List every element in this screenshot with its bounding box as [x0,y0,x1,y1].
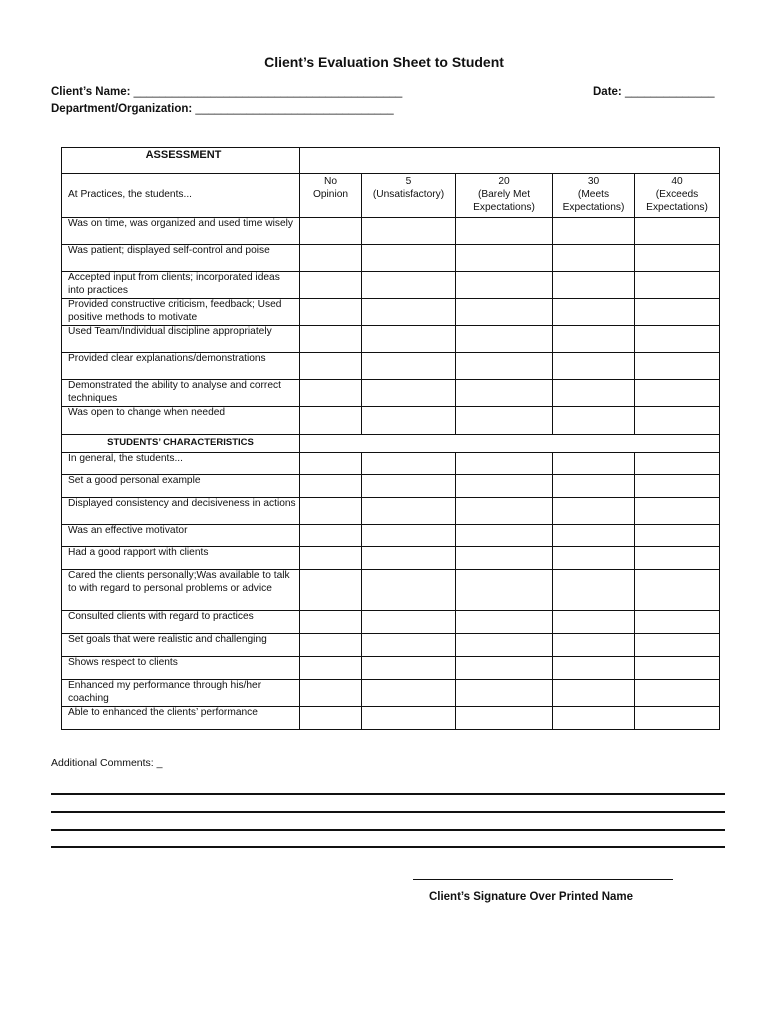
rating-column-header [300,174,362,218]
table-row [62,498,720,525]
rating-cell[interactable] [300,353,362,380]
rating-cell[interactable] [300,475,362,498]
rating-cell[interactable] [362,707,456,730]
rating-cell[interactable] [362,299,456,326]
rating-cell[interactable] [456,218,553,245]
rating-cell[interactable] [300,707,362,730]
table-row [62,657,720,680]
client-name-blank[interactable]: __________________________________________ [133,86,403,98]
characteristic-item-label: Shows respect to clients [62,657,300,680]
date-field[interactable] [593,86,715,98]
rating-cell[interactable] [635,634,720,657]
assessment-heading-blank [300,148,720,174]
rating-cell[interactable] [553,218,635,245]
page-title: Client’s Evaluation Sheet to Student [264,54,504,70]
rating-cell[interactable] [300,657,362,680]
rating-cell[interactable] [635,407,720,435]
table-row [62,475,720,498]
department-blank[interactable]: _______________________________ [195,103,394,115]
rating-cell[interactable] [456,547,553,570]
characteristic-item-label: Displayed consistency and decisiveness in actions [62,498,300,525]
rating-cell[interactable] [635,547,720,570]
characteristics-heading: STUDENTS’ CHARACTERISTICS [62,435,300,453]
rating-cell[interactable] [362,657,456,680]
assessment-heading: ASSESSMENT [62,148,300,174]
rating-cell[interactable] [362,475,456,498]
rating-cell[interactable] [300,326,362,353]
rating-cell[interactable] [362,453,456,475]
rating-column-header [635,174,720,218]
table-row [62,353,720,380]
rating-cell[interactable] [635,525,720,547]
characteristic-item-label: Cared the clients personally;Was available to talk to with regard to personal problems or advice [62,570,300,611]
rating-cell[interactable] [635,218,720,245]
rating-cell[interactable] [635,680,720,707]
table-row [62,245,720,272]
table-row [62,453,720,475]
rating-cell[interactable] [300,611,362,634]
rating-column-text: Expectations) [562,201,625,213]
rating-column-text [300,202,361,215]
table-row [62,272,720,299]
signature-line[interactable] [413,879,673,880]
rating-cell[interactable] [553,453,635,475]
rating-cell[interactable] [300,453,362,475]
practice-item-label: Was on time, was organized and used time wisely [62,218,300,245]
rating-cell[interactable] [456,570,553,611]
rating-cell[interactable] [635,453,720,475]
table-row [62,634,720,657]
table-row [62,570,720,611]
rating-cell[interactable] [456,272,553,299]
rating-cell[interactable] [300,570,362,611]
rating-column-header [553,174,635,218]
rating-cell[interactable] [635,272,720,299]
practices-intro: At Practices, the students... [62,174,300,218]
client-name-label: Client’s Name: [51,86,131,98]
date-label: Date: [593,86,622,98]
rating-cell[interactable] [456,299,553,326]
rating-cell[interactable] [456,634,553,657]
practice-item-label: Used Team/Individual discipline appropriately [62,326,300,353]
rating-cell[interactable] [635,611,720,634]
table-row [62,218,720,245]
rating-cell[interactable] [362,680,456,707]
characteristic-item-label: Set a good personal example [62,475,300,498]
rating-cell[interactable] [362,498,456,525]
rating-cell[interactable] [362,525,456,547]
rating-cell[interactable] [635,707,720,730]
rating-cell[interactable] [362,634,456,657]
rating-cell[interactable] [362,547,456,570]
characteristic-item-label: Consulted clients with regard to practices [62,611,300,634]
rating-column-text: 5 [405,176,412,188]
characteristics-section-row [62,435,720,453]
rating-cell[interactable] [300,218,362,245]
rating-cell[interactable] [300,299,362,326]
rating-cell[interactable] [553,498,635,525]
rating-column-text: 20 [498,176,510,188]
rating-cell[interactable] [635,326,720,353]
rating-cell[interactable] [362,611,456,634]
rating-cell[interactable] [456,611,553,634]
department-field[interactable] [51,103,394,115]
practice-item-label: Was patient; displayed self-control and poise [62,245,300,272]
table-row [62,611,720,634]
rating-cell[interactable] [456,707,553,730]
rating-cell[interactable] [553,353,635,380]
additional-comments-trail: _ [156,757,163,769]
rating-cell[interactable] [456,453,553,475]
rating-cell[interactable] [553,611,635,634]
comment-line[interactable] [51,829,725,831]
rating-cell[interactable] [635,498,720,525]
rating-cell[interactable] [362,570,456,611]
comment-line[interactable] [51,793,725,795]
rating-cell[interactable] [300,547,362,570]
rating-cell[interactable] [362,380,456,407]
rating-cell[interactable] [553,299,635,326]
rating-cell[interactable] [635,380,720,407]
rating-cell[interactable] [300,245,362,272]
rating-column-text: (Exceeds [655,189,699,201]
rating-cell[interactable] [362,326,456,353]
rating-column-text: 40 [671,176,683,188]
table-row [62,326,720,353]
rating-cell[interactable] [362,245,456,272]
rating-cell[interactable] [553,547,635,570]
rating-cell[interactable] [553,380,635,407]
rating-cell[interactable] [553,407,635,435]
practice-item-label: Provided constructive criticism, feedback; Used positive methods to motivate [62,299,300,326]
rating-cell[interactable] [362,353,456,380]
table-row [62,380,720,407]
rating-column-header [456,174,553,218]
table-row [62,525,720,547]
practice-item-label: Provided clear explanations/demonstrations [62,353,300,380]
client-name-field[interactable] [51,86,402,98]
rating-column-text: (Meets [577,189,610,201]
characteristic-item-label: Able to enhanced the clients’ performance [62,707,300,730]
rating-cell[interactable] [456,326,553,353]
department-label: Department/Organization: [51,103,193,115]
table-row [62,680,720,707]
rating-cell[interactable] [362,218,456,245]
rating-cell[interactable] [635,475,720,498]
rating-cell[interactable] [362,272,456,299]
rating-cell[interactable] [553,475,635,498]
characteristics-intro: In general, the students... [62,453,300,475]
rating-cell[interactable] [553,707,635,730]
practice-item-label: Was open to change when needed [62,407,300,435]
rating-cell[interactable] [456,380,553,407]
characteristic-item-label: Enhanced my performance through his/her coaching [62,680,300,707]
characteristic-item-label: Was an effective motivator [62,525,300,547]
rating-cell[interactable] [456,498,553,525]
rating-cell[interactable] [456,407,553,435]
rating-cell[interactable] [300,634,362,657]
rating-cell[interactable] [553,680,635,707]
rating-cell[interactable] [553,272,635,299]
characteristic-item-label: Set goals that were realistic and challenging [62,634,300,657]
rating-cell[interactable] [456,353,553,380]
rating-cell[interactable] [553,657,635,680]
rating-cell[interactable] [300,380,362,407]
rating-column-text: No [323,176,338,188]
practice-item-label: Accepted input from clients; incorporated ideas into practices [62,272,300,299]
rating-cell[interactable] [456,657,553,680]
comment-line[interactable] [51,846,725,848]
rating-cell[interactable] [300,525,362,547]
rating-cell[interactable] [635,299,720,326]
rating-cell[interactable] [635,570,720,611]
table-row [62,547,720,570]
rating-cell[interactable] [553,525,635,547]
rating-cell[interactable] [300,680,362,707]
rating-column-text [362,202,455,215]
rating-column-header [362,174,456,218]
rating-cell[interactable] [362,407,456,435]
rating-cell[interactable] [553,245,635,272]
comment-line[interactable] [51,811,725,813]
rating-cell[interactable] [300,272,362,299]
rating-column-text: (Barely Met [477,189,531,201]
rating-column-text: (Unsatisfactory) [372,189,445,201]
rating-cell[interactable] [456,475,553,498]
rating-cell[interactable] [553,634,635,657]
rating-cell[interactable] [300,498,362,525]
additional-comments-label: Additional Comments: [51,757,154,769]
rating-column-text: Opinion [312,189,349,201]
practice-item-label: Demonstrated the ability to analyse and correct techniques [62,380,300,407]
rating-cell[interactable] [635,657,720,680]
table-row [62,299,720,326]
table-row [62,407,720,435]
characteristic-item-label: Had a good rapport with clients [62,547,300,570]
characteristics-heading-blank [300,435,720,453]
date-blank[interactable]: ______________ [624,86,715,98]
rating-cell[interactable] [553,570,635,611]
rating-cell[interactable] [635,245,720,272]
rating-header-row [62,174,720,218]
evaluation-table [61,147,720,730]
rating-cell[interactable] [635,353,720,380]
table-row [62,707,720,730]
signature-label: Client’s Signature Over Printed Name [428,891,634,903]
rating-cell[interactable] [456,525,553,547]
rating-column-text: Expectations) [473,201,535,213]
rating-cell[interactable] [553,326,635,353]
rating-column-text: Expectations) [646,201,708,213]
rating-cell[interactable] [456,680,553,707]
rating-cell[interactable] [300,407,362,435]
rating-column-text: 30 [587,176,600,188]
additional-comments [51,757,162,769]
rating-cell[interactable] [456,245,553,272]
